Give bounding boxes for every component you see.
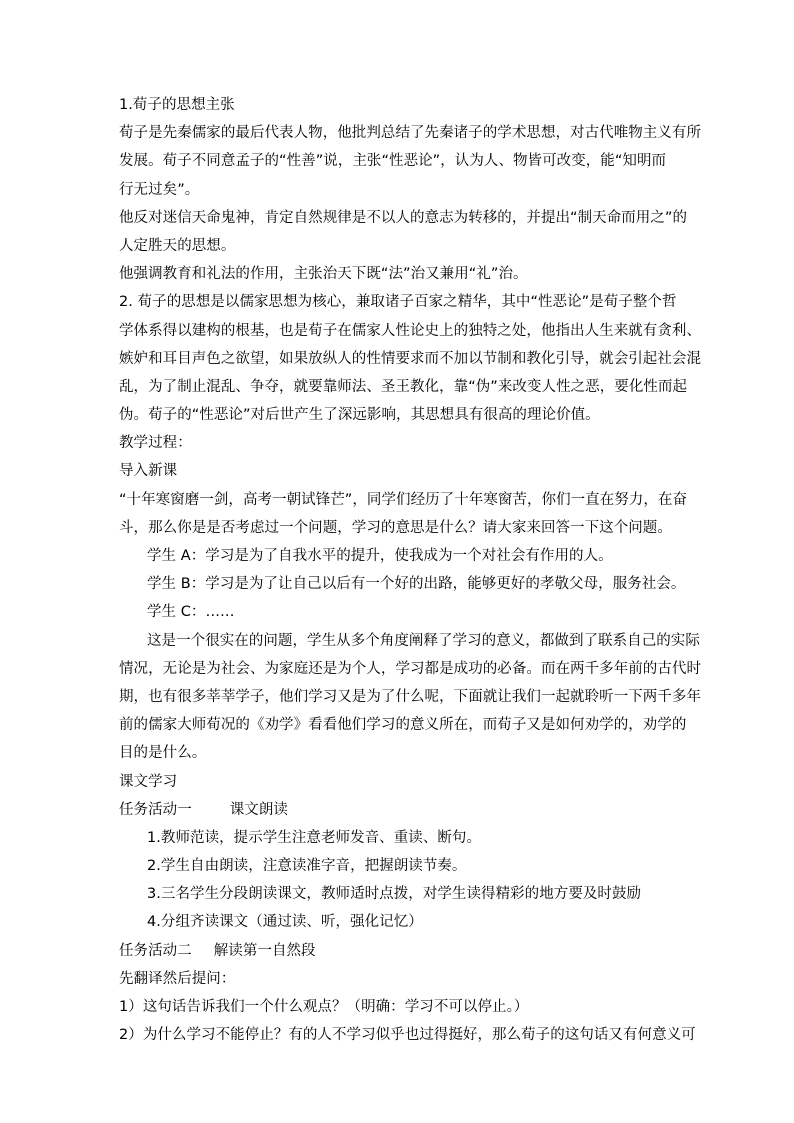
task-title: 解读第一自然段 xyxy=(213,942,316,959)
intro-heading: 导入新课 xyxy=(119,463,178,480)
paragraph-line: 人定胜天的思想。 xyxy=(119,237,236,254)
teaching-process-heading: 教学过程： xyxy=(119,435,192,452)
paragraph-line: 嫉妒和耳目声色之欲望，如果放纵人的性情要求而不加以节制和教化引导，就会引起社会混 xyxy=(119,350,701,367)
paragraph-line: 乱，为了制止混乱、争夺，就要靠师法、圣王教化，靠“伪”来改变人性之恶，要化性而起 xyxy=(119,378,688,395)
student-answer-c: 学生 C：…… xyxy=(147,604,235,621)
paragraph-line: 学体系得以建构的根基，也是荀子在儒家人性论史上的独特之处，他指出人生来就有贪利、 xyxy=(119,322,701,339)
paragraph-line: 目的是什么。 xyxy=(119,745,207,762)
task-heading-2 xyxy=(119,937,679,965)
paragraph-line: 期，也有很多莘莘学子，他们学习又是为了什么呢，下面就让我们一起就聆听一下两千多年 xyxy=(119,688,701,705)
section-heading-1: 1.荀子的思想主张 xyxy=(119,97,235,113)
paragraph-line: 斗，那么你是是否考虑过一个问题，学习的意思是什么？请大家来回答一下这个问题。 xyxy=(119,519,672,536)
paragraph-line: 这是一个很实在的问题，学生从多个角度阐释了学习的意义，都做到了联系自己的实际 xyxy=(147,632,700,649)
paragraph-line: 前的儒家大师荀况的《劝学》看看他们学习的意义所在，而荀子又是如何劝学的，劝学的 xyxy=(119,717,687,734)
paragraph-line: 他强调教育和礼法的作用，主张治天下既“法”治又兼用“礼”治。 xyxy=(119,266,528,283)
task-item: 1.教师范读，提示学生注意老师发音、重读、断句。 xyxy=(147,829,482,846)
task-heading-1 xyxy=(119,796,679,824)
task-title: 课文朗读 xyxy=(229,801,288,818)
task-label: 任务活动二 xyxy=(119,942,192,959)
paragraph-line: 先翻译然后提问： xyxy=(119,970,236,987)
task-item: 4.分组齐读课文（通过读、听，强化记忆） xyxy=(147,914,423,931)
paragraph-line: 发展。荀子不同意孟子的“性善”说，主张“性恶论”，认为人、物皆可改变，能“知明而 xyxy=(119,153,667,170)
paragraph-line: 荀子是先秦儒家的最后代表人物，他批判总结了先秦诸子的学术思想，对古代唯物主义有所 xyxy=(119,125,701,142)
text-study-heading: 课文学习 xyxy=(119,773,178,790)
student-answer-b: 学生 B：学习是为了让自己以后有一个好的出路，能够更好的孝敬父母，服务社会。 xyxy=(147,576,686,593)
question-line: 1）这句话告诉我们一个什么观点？（明确：学习不可以停止。） xyxy=(119,999,529,1015)
student-answer-a: 学生 A：学习是为了自我水平的提升，使我成为一个对社会有作用的人。 xyxy=(147,548,613,564)
paragraph-line: 他反对迷信天命鬼神，肯定自然规律是不以人的意志为转移的，并提出“制天命而用之”的 xyxy=(119,209,688,226)
task-item: 2.学生自由朗读，注意读准字音，把握朗读节奏。 xyxy=(147,858,467,875)
task-label: 任务活动一 xyxy=(119,801,192,818)
paragraph-line: 伪。荀子的“性恶论”对后世产生了深远影响，其思想具有很高的理论价值。 xyxy=(119,407,600,424)
task-item: 3.三名学生分段朗读课文，教师适时点拨，对学生读得精彩的地方要及时鼓励 xyxy=(147,886,642,903)
document-body xyxy=(119,91,701,1049)
paragraph-line: 行无过矣”。 xyxy=(119,181,200,198)
paragraph-line: “十年寒窗磨一剑，高考一朝试锋芒”，同学们经历了十年寒窗苦，你们一直在努力，在奋 xyxy=(119,491,688,508)
paragraph-line: 情况，无论是为社会、为家庭还是为个人，学习都是成功的必备。而在两千多年前的古代时 xyxy=(119,660,701,677)
section-heading-2: 2. 荀子的思想是以儒家思想为核心，兼取诸子百家之精华，其中“性恶论”是荀子整个哲 xyxy=(119,294,677,311)
question-line: 2）为什么学习不能停止？有的人不学习似乎也过得挺好，那么荀子的这句话又有何意义可 xyxy=(119,1027,696,1044)
